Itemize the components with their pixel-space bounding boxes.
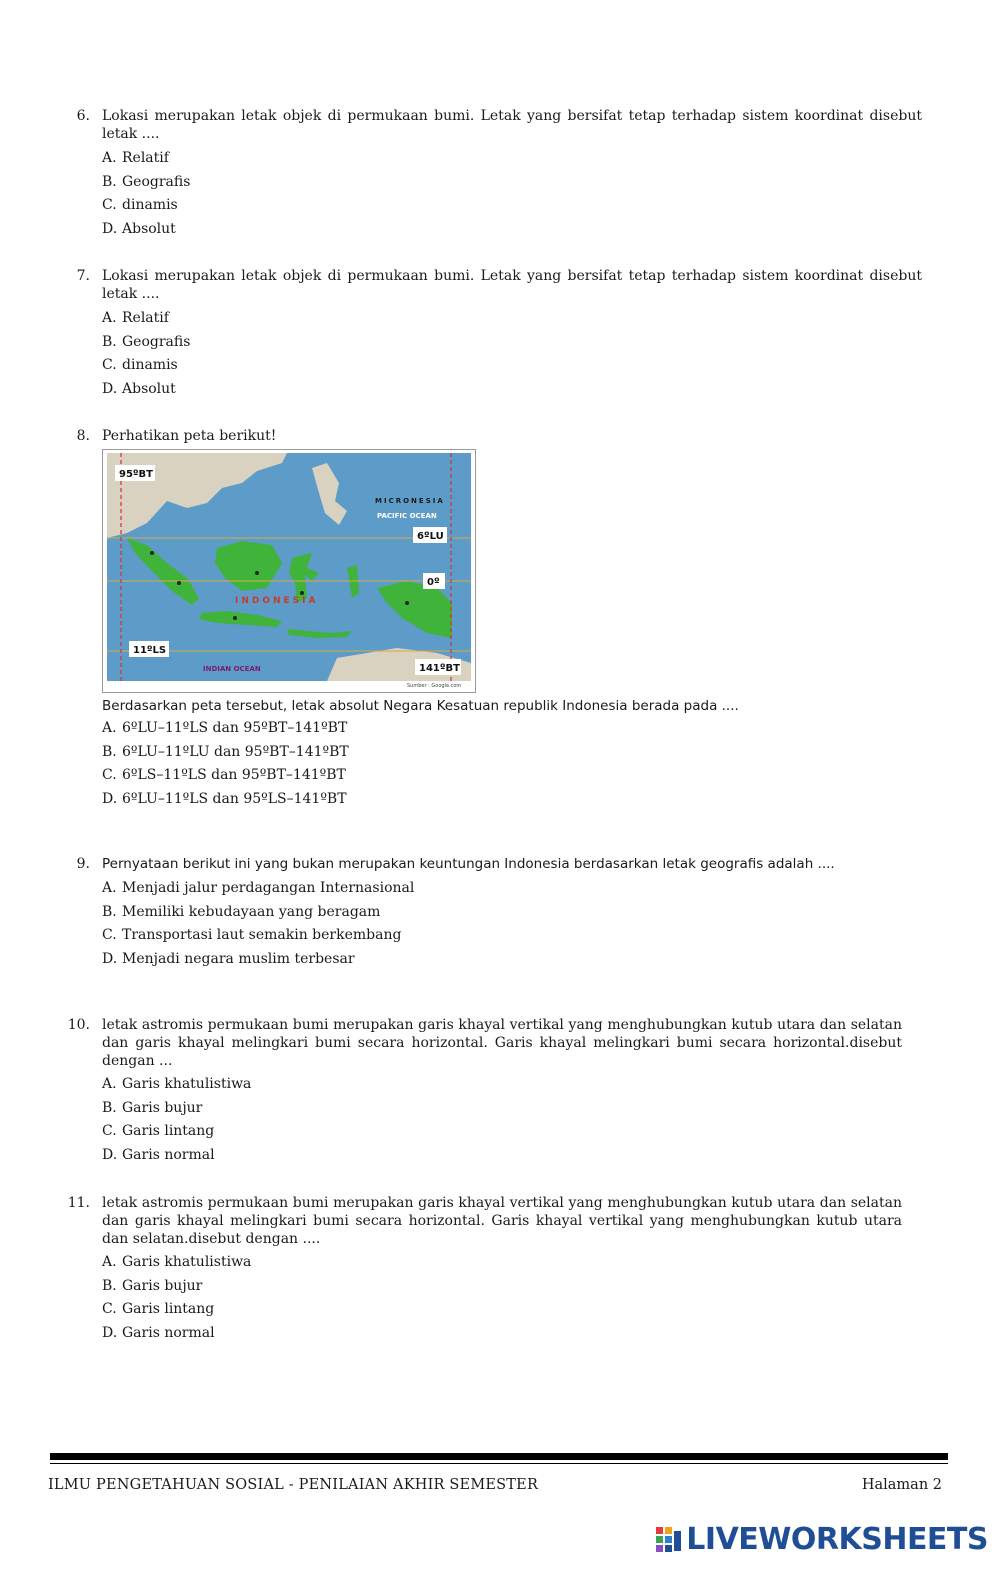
question-6	[62, 107, 922, 242]
indonesia-map	[102, 449, 476, 693]
question-text: letak astromis permukaan bumi merupakan garis khayal vertikal yang menghubungkan kutub utara dan selatan dan garis khayal melingkari bumi secara horizontal. Garis khayal melingkari bumi secara horizontal.disebut dengan ...	[102, 1017, 902, 1069]
footer-page-number: Halaman 2	[861, 1477, 942, 1493]
map-city-dot	[233, 616, 237, 620]
question-9	[62, 855, 922, 972]
map-city-dot	[405, 601, 409, 605]
option-d[interactable]: D. Absolut	[102, 221, 176, 238]
option-b[interactable]: B. Geografis	[102, 333, 191, 350]
question-number: 11.	[67, 1195, 90, 1211]
map-label-indian-ocean: INDIAN OCEAN	[203, 665, 261, 673]
liveworksheets-logo-icon	[656, 1527, 682, 1553]
option-c[interactable]: C. Transportasi laut semakin berkembang	[102, 927, 402, 944]
question-11	[62, 1194, 902, 1346]
option-d[interactable]: D. Garis normal	[102, 1147, 215, 1164]
option-b[interactable]: B. Geografis	[102, 173, 191, 190]
footer-title: ILMU PENGETAHUAN SOSIAL - PENILAIAN AKHIR SEMESTER	[48, 1477, 539, 1493]
brand-name: LIVEWORKSHEETS	[686, 1522, 988, 1557]
map-city-dot	[300, 591, 304, 595]
question-text: Lokasi merupakan letak objek di permukaan bumi. Letak yang bersifat tetap terhadap sistem koordinat disebut letak ....	[102, 108, 922, 142]
option-a[interactable]: A. Menjadi jalur perdagangan Internasional	[102, 880, 415, 896]
option-b[interactable]: B. 6ºLU–11ºLU dan 95ºBT–141ºBT	[102, 743, 349, 760]
map-city-dot	[150, 551, 154, 555]
map-image	[107, 453, 471, 689]
question-text: letak astromis permukaan bumi merupakan garis khayal vertikal yang menghubungkan kutub utara dan selatan dan garis khayal melingkari bumi secara horizontal. Garis khayal vertikal yang menghubungkan kutub utara dan selatan.disebut dengan ....	[102, 1195, 902, 1247]
options-list	[102, 1073, 902, 1168]
map-label-11ls: 11ºLS	[133, 645, 167, 656]
footer-divider-thick	[50, 1453, 948, 1460]
question-number: 7.	[76, 268, 90, 284]
option-b[interactable]: B. Garis bujur	[102, 1277, 203, 1294]
question-prompt: Berdasarkan peta tersebut, letak absolut Negara Kesatuan republik Indonesia berada pada ....	[102, 698, 739, 714]
option-c[interactable]: C. Garis lintang	[102, 1123, 215, 1140]
question-number: 10.	[67, 1017, 90, 1033]
option-d[interactable]: D. 6ºLU–11ºLS dan 95ºLS–141ºBT	[102, 791, 347, 808]
options-list	[102, 877, 922, 972]
map-label-micronesia: MICRONESIA	[375, 497, 445, 505]
question-number: 6.	[76, 108, 90, 124]
map-city-dot	[255, 571, 259, 575]
map-label-141bt: 141ºBT	[419, 663, 460, 674]
option-a[interactable]: A. Relatif	[102, 310, 169, 326]
option-c[interactable]: C. dinamis	[102, 197, 178, 214]
option-c[interactable]: C. Garis lintang	[102, 1301, 215, 1318]
map-label-95bt: 95ºBT	[119, 469, 153, 480]
option-a[interactable]: A. Garis khatulistiwa	[102, 1254, 252, 1270]
option-b[interactable]: B. Memiliki kebudayaan yang beragam	[102, 903, 381, 920]
question-8	[62, 427, 922, 812]
option-c[interactable]: C. dinamis	[102, 357, 178, 374]
question-number: 9.	[76, 856, 90, 872]
question-text: Perhatikan peta berikut!	[102, 428, 277, 444]
map-label-6lu: 6ºLU	[417, 531, 444, 542]
map-source: Sumber : Google.com	[407, 683, 462, 689]
option-c[interactable]: C. 6ºLS–11ºLS dan 95ºBT–141ºBT	[102, 767, 346, 784]
option-d[interactable]: D. Garis normal	[102, 1325, 215, 1342]
question-text: Lokasi merupakan letak objek di permukaan bumi. Letak yang bersifat tetap terhadap sistem koordinat disebut letak ....	[102, 268, 922, 302]
map-label-country: INDONESIA	[235, 596, 319, 606]
option-d[interactable]: D. Menjadi negara muslim terbesar	[102, 951, 355, 968]
map-label-pacific-ocean: PACIFIC OCEAN	[377, 512, 437, 520]
map-city-dot	[177, 581, 181, 585]
question-10	[62, 1016, 902, 1168]
option-a[interactable]: A. Relatif	[102, 150, 169, 166]
option-d[interactable]: D. Absolut	[102, 381, 176, 398]
options-list	[102, 1251, 902, 1346]
footer-divider-thin	[50, 1463, 948, 1464]
map-label-equator: 0º	[427, 577, 440, 588]
options-list	[102, 147, 922, 242]
question-text: Pernyataan berikut ini yang bukan merupakan keuntungan Indonesia berdasarkan letak geografis adalah ....	[102, 856, 835, 872]
option-a[interactable]: A. 6ºLU–11ºLS dan 95ºBT–141ºBT	[102, 720, 348, 736]
option-a[interactable]: A. Garis khatulistiwa	[102, 1076, 252, 1092]
question-7	[62, 267, 922, 402]
options-list	[102, 717, 922, 812]
option-b[interactable]: B. Garis bujur	[102, 1099, 203, 1116]
options-list	[102, 307, 922, 402]
question-number: 8.	[76, 428, 90, 444]
liveworksheets-brand[interactable]	[656, 1522, 988, 1557]
